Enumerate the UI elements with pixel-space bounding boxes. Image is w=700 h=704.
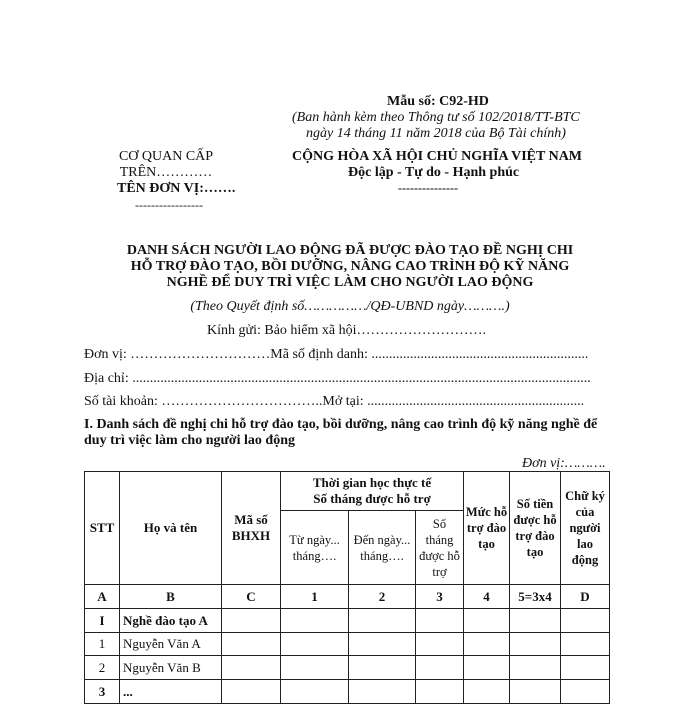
agency-line1: CƠ QUAN CẤP [118, 149, 214, 164]
row-stt: 3 [85, 680, 120, 704]
nation-title: CỘNG HÒA XÃ HỘI CHỦ NGHĨA VIỆT NAM [292, 149, 583, 164]
header-stt: STT [85, 472, 120, 585]
bank-account-line: Số tài khoản: ……………………………..Mở tại: .............................................................. [84, 394, 585, 409]
column-code-row [85, 585, 610, 609]
code-cell: D [561, 585, 610, 609]
code-cell: 3 [416, 585, 464, 609]
header-supported-months: Số tháng được hỗ trợ [416, 511, 464, 585]
row-name: Nghề đào tạo A [120, 609, 222, 633]
header-insurance-code: Mã số BHXH [222, 472, 281, 585]
nation-divider: --------------- [398, 181, 458, 195]
row-stt: 1 [85, 633, 120, 656]
code-cell: 4 [464, 585, 510, 609]
table-row [85, 656, 610, 680]
code-cell: B [120, 585, 222, 609]
header-study-period: Thời gian học thực tế Số tháng được hỗ trợ [281, 472, 464, 511]
header-support-amount: Số tiền được hỗ trợ đào tạo [510, 472, 561, 585]
support-list-table [84, 471, 610, 704]
issuing-circular: (Ban hành kèm theo Thông tư số 102/2018/TT-BTC [292, 110, 580, 125]
row-stt: I [85, 609, 120, 633]
row-name: ... [120, 680, 222, 704]
header-from-date: Từ ngày... tháng…. [281, 511, 349, 585]
row-name: Nguyễn Văn A [120, 633, 222, 656]
unit-and-id-line: Đơn vị: …………………………Mã số định danh: .............................................................. [84, 347, 589, 362]
header-to-date: Đến ngày... tháng…. [349, 511, 416, 585]
table-row [85, 633, 610, 656]
header-support-level: Mức hỗ trợ đào tạo [464, 472, 510, 585]
agency-divider: ----------------- [135, 198, 203, 212]
doc-title-line3: NGHỀ ĐỂ DUY TRÌ VIỆC LÀM CHO NGƯỜI LAO ĐỘNG [166, 275, 534, 290]
table-row [85, 609, 610, 633]
code-cell: A [85, 585, 120, 609]
form-code: Mẫu số: C92-HD [387, 94, 489, 109]
agency-unit-name: TÊN ĐƠN VỊ:……. [117, 181, 236, 196]
header-signature: Chữ ký của người lao động [561, 472, 610, 585]
section-heading-line1: I. Danh sách đề nghị chi hỗ trợ đào tạo, bồi dưỡng, nâng cao trình độ kỹ năng nghề để [84, 417, 598, 432]
address-line: Địa chỉ: ................................................................................................................................... [84, 371, 591, 386]
doc-title-line2: HỖ TRỢ ĐÀO TẠO, BỒI DƯỠNG, NÂNG CAO TRÌNH ĐỘ KỸ NĂNG [130, 259, 570, 274]
recipient-line: Kính gửi: Bảo hiểm xã hội………………………. [207, 323, 487, 338]
code-cell: C [222, 585, 281, 609]
row-stt: 2 [85, 656, 120, 680]
header-full-name: Họ và tên [120, 472, 222, 585]
code-cell: 5=3x4 [510, 585, 561, 609]
decision-reference: (Theo Quyết định số……………/QĐ-UBND ngày……….) [190, 299, 510, 314]
code-cell: 1 [281, 585, 349, 609]
doc-title-line1: DANH SÁCH NGƯỜI LAO ĐỘNG ĐÃ ĐƯỢC ĐÀO TẠO ĐỀ NGHỊ CHI [126, 243, 574, 258]
currency-unit-note: Đơn vị:………. [522, 456, 606, 471]
nation-motto: Độc lập - Tự do - Hạnh phúc [348, 165, 520, 180]
issuing-date: ngày 14 tháng 11 năm 2018 của Bộ Tài chính) [306, 126, 566, 141]
section-heading-line2: duy trì việc làm cho người lao động [84, 433, 295, 448]
agency-line2: TRÊN………… [119, 165, 213, 180]
row-name: Nguyễn Văn B [120, 656, 222, 680]
code-cell: 2 [349, 585, 416, 609]
